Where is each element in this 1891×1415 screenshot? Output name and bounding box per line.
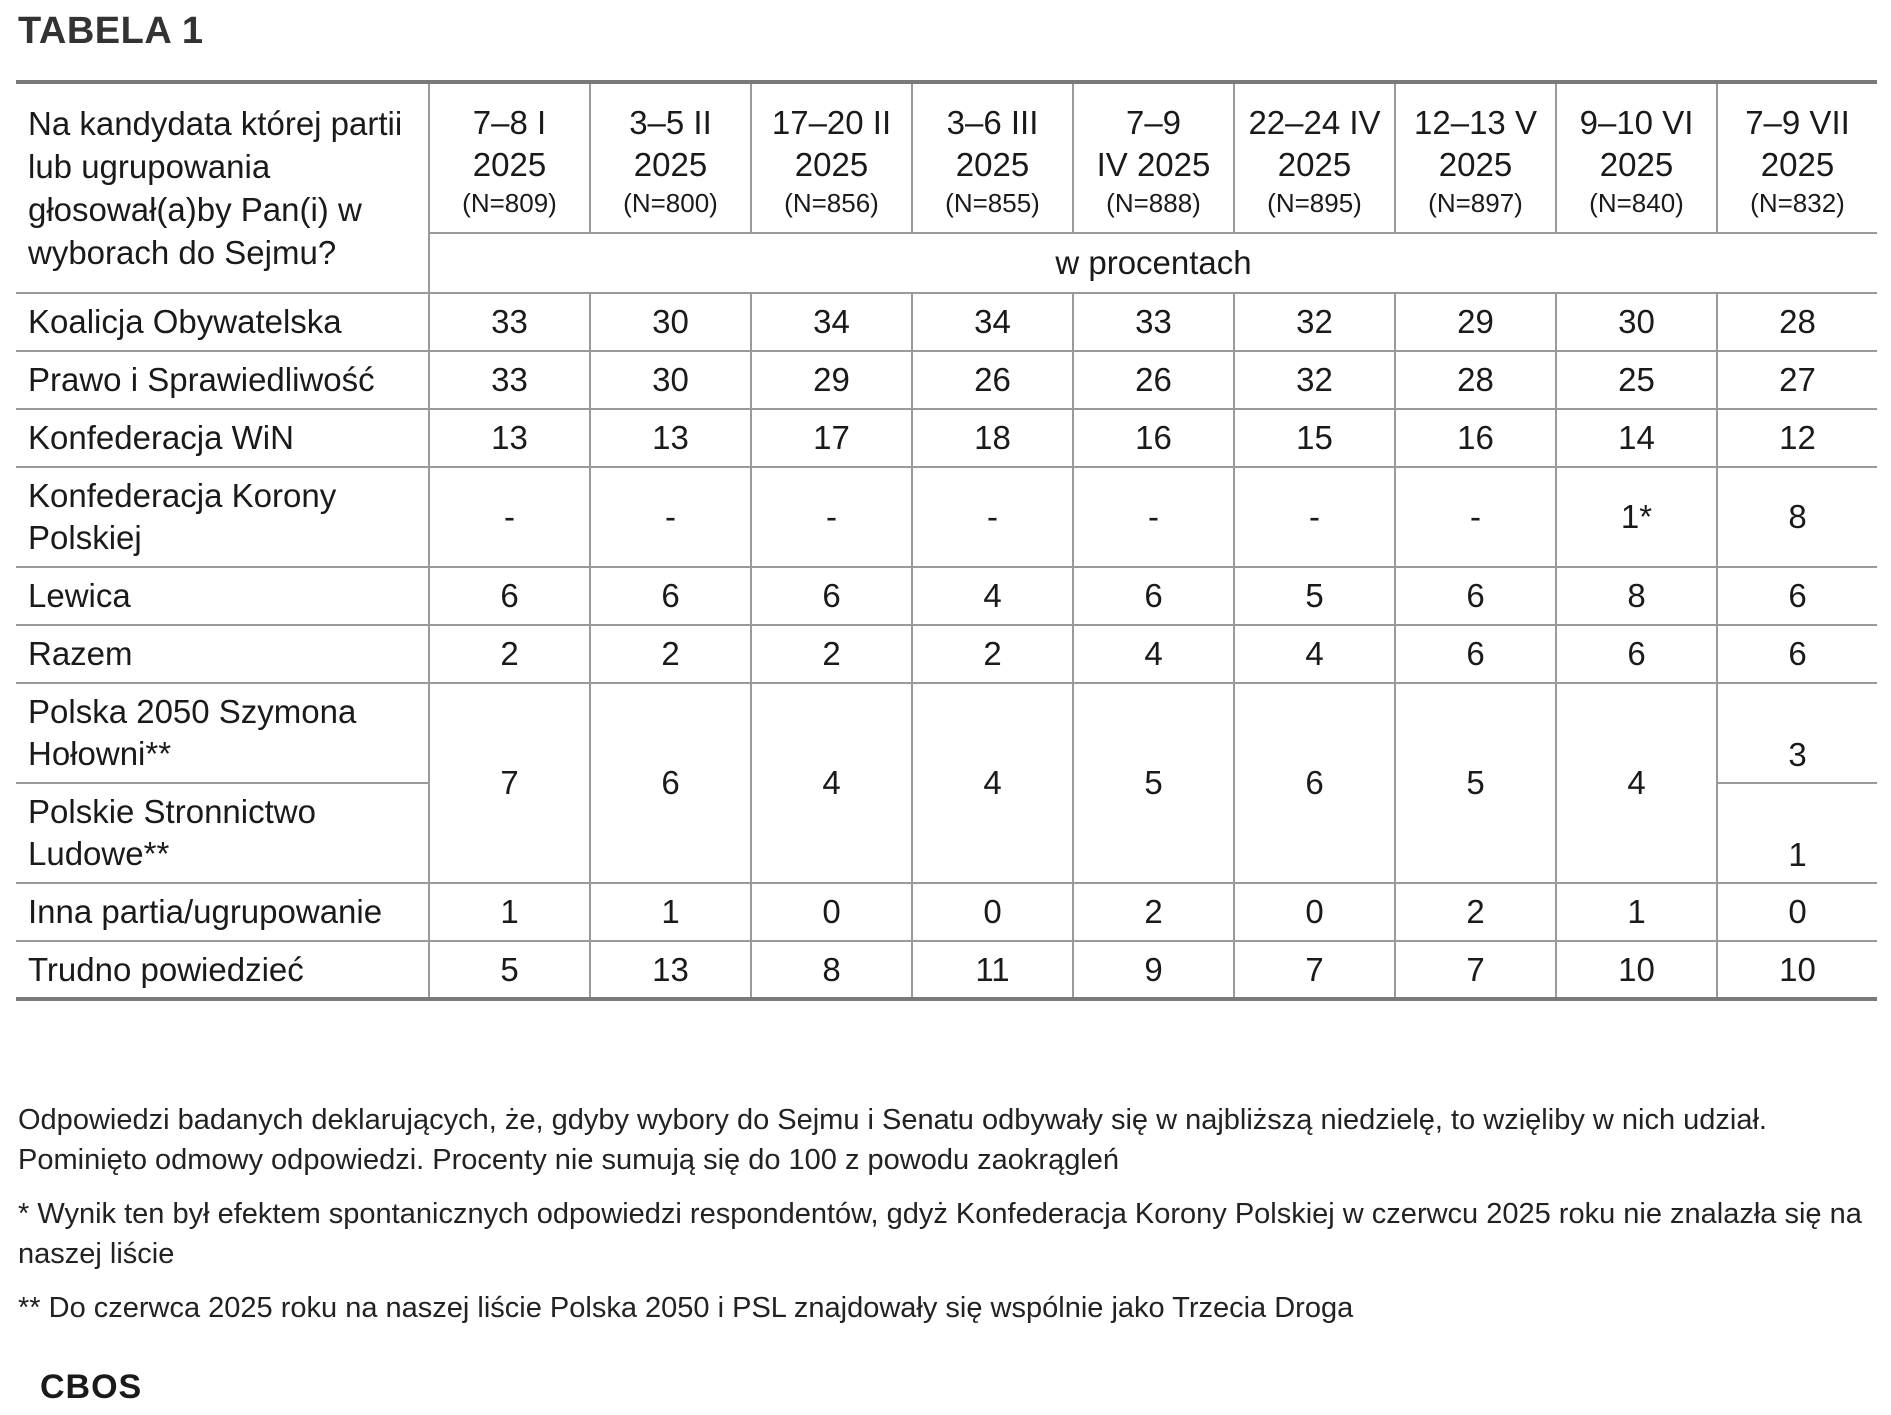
value-cell: 15 (1234, 409, 1395, 467)
value-cell: 1 (429, 883, 590, 941)
value-cell: 1 (1717, 783, 1877, 883)
value-cell: 6 (1717, 567, 1877, 625)
value-cell: 6 (590, 567, 751, 625)
table-row (16, 467, 1877, 567)
value-cell: 4 (751, 683, 912, 883)
value-cell: 2 (912, 625, 1073, 683)
value-cell: - (429, 467, 590, 567)
value-cell: 2 (429, 625, 590, 683)
table-row (16, 567, 1877, 625)
table-row (16, 409, 1877, 467)
value-cell: 26 (1073, 351, 1234, 409)
value-cell: 33 (1073, 293, 1234, 351)
value-cell: 5 (1395, 683, 1556, 883)
period-header: 17–20 II 2025 (N=856) (751, 82, 912, 233)
value-cell: 6 (1234, 683, 1395, 883)
value-cell: 28 (1717, 293, 1877, 351)
table-row (16, 883, 1877, 941)
table-row (16, 351, 1877, 409)
value-cell: 6 (751, 567, 912, 625)
footnotes (18, 1100, 1868, 1342)
value-cell: 32 (1234, 293, 1395, 351)
value-cell: 4 (912, 567, 1073, 625)
value-cell: 25 (1556, 351, 1717, 409)
value-cell: 1 (1556, 883, 1717, 941)
value-cell: 11 (912, 941, 1073, 999)
value-cell: 6 (1395, 625, 1556, 683)
value-cell: 32 (1234, 351, 1395, 409)
period-header: 22–24 IV 2025 (N=895) (1234, 82, 1395, 233)
party-label: Polska 2050 Szymona Hołowni** (16, 683, 429, 783)
value-cell: 6 (1395, 567, 1556, 625)
value-cell: 1* (1556, 467, 1717, 567)
unit-label: w procentach (429, 233, 1877, 293)
note-double-star: ** Do czerwca 2025 roku na naszej liście Polska 2050 i PSL znajdowały się wspólnie jako Trzecia Droga (18, 1292, 1354, 1324)
value-cell: 33 (429, 351, 590, 409)
value-cell: 7 (1234, 941, 1395, 999)
period-header: 12–13 V 2025 (N=897) (1395, 82, 1556, 233)
value-cell: 13 (590, 409, 751, 467)
table-title: TABELA 1 (18, 10, 204, 52)
value-cell: 0 (1717, 883, 1877, 941)
note-main: Odpowiedzi badanych deklarujących, że, gdyby wybory do Sejmu i Senatu odbywały się w najbliższą niedzielę, to wzięliby w nich udział. Pominięto odmowy odpowiedzi. Procenty nie sumują się do 100 z powodu zaokrągleń (18, 1104, 1767, 1176)
value-cell: 2 (590, 625, 751, 683)
party-label: Razem (16, 625, 429, 683)
value-cell: 3 (1717, 683, 1877, 783)
value-cell: 0 (1234, 883, 1395, 941)
value-cell: 7 (429, 683, 590, 883)
table-row (16, 941, 1877, 999)
party-label: Konfederacja Korony Polskiej (16, 467, 429, 567)
value-cell: 2 (751, 625, 912, 683)
value-cell: 28 (1395, 351, 1556, 409)
value-cell: 18 (912, 409, 1073, 467)
party-label: Inna partia/ugrupowanie (16, 883, 429, 941)
value-cell: 34 (912, 293, 1073, 351)
period-header: 7–8 I 2025 (N=809) (429, 82, 590, 233)
value-cell: 6 (1556, 625, 1717, 683)
source-logo: CBOS (40, 1368, 143, 1406)
table-row (16, 683, 1877, 783)
value-cell: - (1073, 467, 1234, 567)
value-cell: 33 (429, 293, 590, 351)
table-row (16, 625, 1877, 683)
party-label: Lewica (16, 567, 429, 625)
value-cell: 30 (590, 351, 751, 409)
value-cell: - (1234, 467, 1395, 567)
period-header: 7–9 VII 2025 (N=832) (1717, 82, 1877, 233)
party-label: Konfederacja WiN (16, 409, 429, 467)
value-cell: 5 (1234, 567, 1395, 625)
value-cell: 8 (1717, 467, 1877, 567)
value-cell: 30 (590, 293, 751, 351)
value-cell: 30 (1556, 293, 1717, 351)
value-cell: 29 (1395, 293, 1556, 351)
value-cell: 7 (1395, 941, 1556, 999)
value-cell: 10 (1556, 941, 1717, 999)
value-cell: - (912, 467, 1073, 567)
value-cell: 16 (1073, 409, 1234, 467)
value-cell: 34 (751, 293, 912, 351)
value-cell: 5 (429, 941, 590, 999)
party-label: Koalicja Obywatelska (16, 293, 429, 351)
table-row (16, 293, 1877, 351)
value-cell: - (1395, 467, 1556, 567)
value-cell: - (590, 467, 751, 567)
value-cell: 0 (912, 883, 1073, 941)
value-cell: 1 (590, 883, 751, 941)
value-cell: 4 (1556, 683, 1717, 883)
header-row (16, 82, 1877, 233)
value-cell: - (751, 467, 912, 567)
period-header: 3–5 II 2025 (N=800) (590, 82, 751, 233)
period-header: 7–9 IV 2025 (N=888) (1073, 82, 1234, 233)
value-cell: 10 (1717, 941, 1877, 999)
value-cell: 13 (429, 409, 590, 467)
value-cell: 6 (1717, 625, 1877, 683)
value-cell: 13 (590, 941, 751, 999)
value-cell: 4 (1234, 625, 1395, 683)
value-cell: 8 (1556, 567, 1717, 625)
party-label: Trudno powiedzieć (16, 941, 429, 999)
party-label: Polskie Stronnictwo Ludowe** (16, 783, 429, 883)
value-cell: 4 (1073, 625, 1234, 683)
poll-table (16, 80, 1877, 1001)
value-cell: 9 (1073, 941, 1234, 999)
value-cell: 4 (912, 683, 1073, 883)
period-header: 9–10 VI 2025 (N=840) (1556, 82, 1717, 233)
value-cell: 6 (429, 567, 590, 625)
value-cell: 12 (1717, 409, 1877, 467)
value-cell: 2 (1395, 883, 1556, 941)
value-cell: 27 (1717, 351, 1877, 409)
note-star: * Wynik ten był efektem spontanicznych odpowiedzi respondentów, gdyż Konfederacja Korony Polskiej w czerwcu 2025 roku nie znalazła się na naszej liście (18, 1198, 1862, 1270)
value-cell: 2 (1073, 883, 1234, 941)
value-cell: 14 (1556, 409, 1717, 467)
value-cell: 16 (1395, 409, 1556, 467)
value-cell: 17 (751, 409, 912, 467)
value-cell: 6 (590, 683, 751, 883)
value-cell: 26 (912, 351, 1073, 409)
question-cell: Na kandydata której partii lub ugrupowania głosował(a)by Pan(i) w wyborach do Sejmu? (16, 82, 429, 293)
value-cell: 6 (1073, 567, 1234, 625)
value-cell: 8 (751, 941, 912, 999)
period-header: 3–6 III 2025 (N=855) (912, 82, 1073, 233)
value-cell: 29 (751, 351, 912, 409)
value-cell: 5 (1073, 683, 1234, 883)
party-label: Prawo i Sprawiedliwość (16, 351, 429, 409)
value-cell: 0 (751, 883, 912, 941)
